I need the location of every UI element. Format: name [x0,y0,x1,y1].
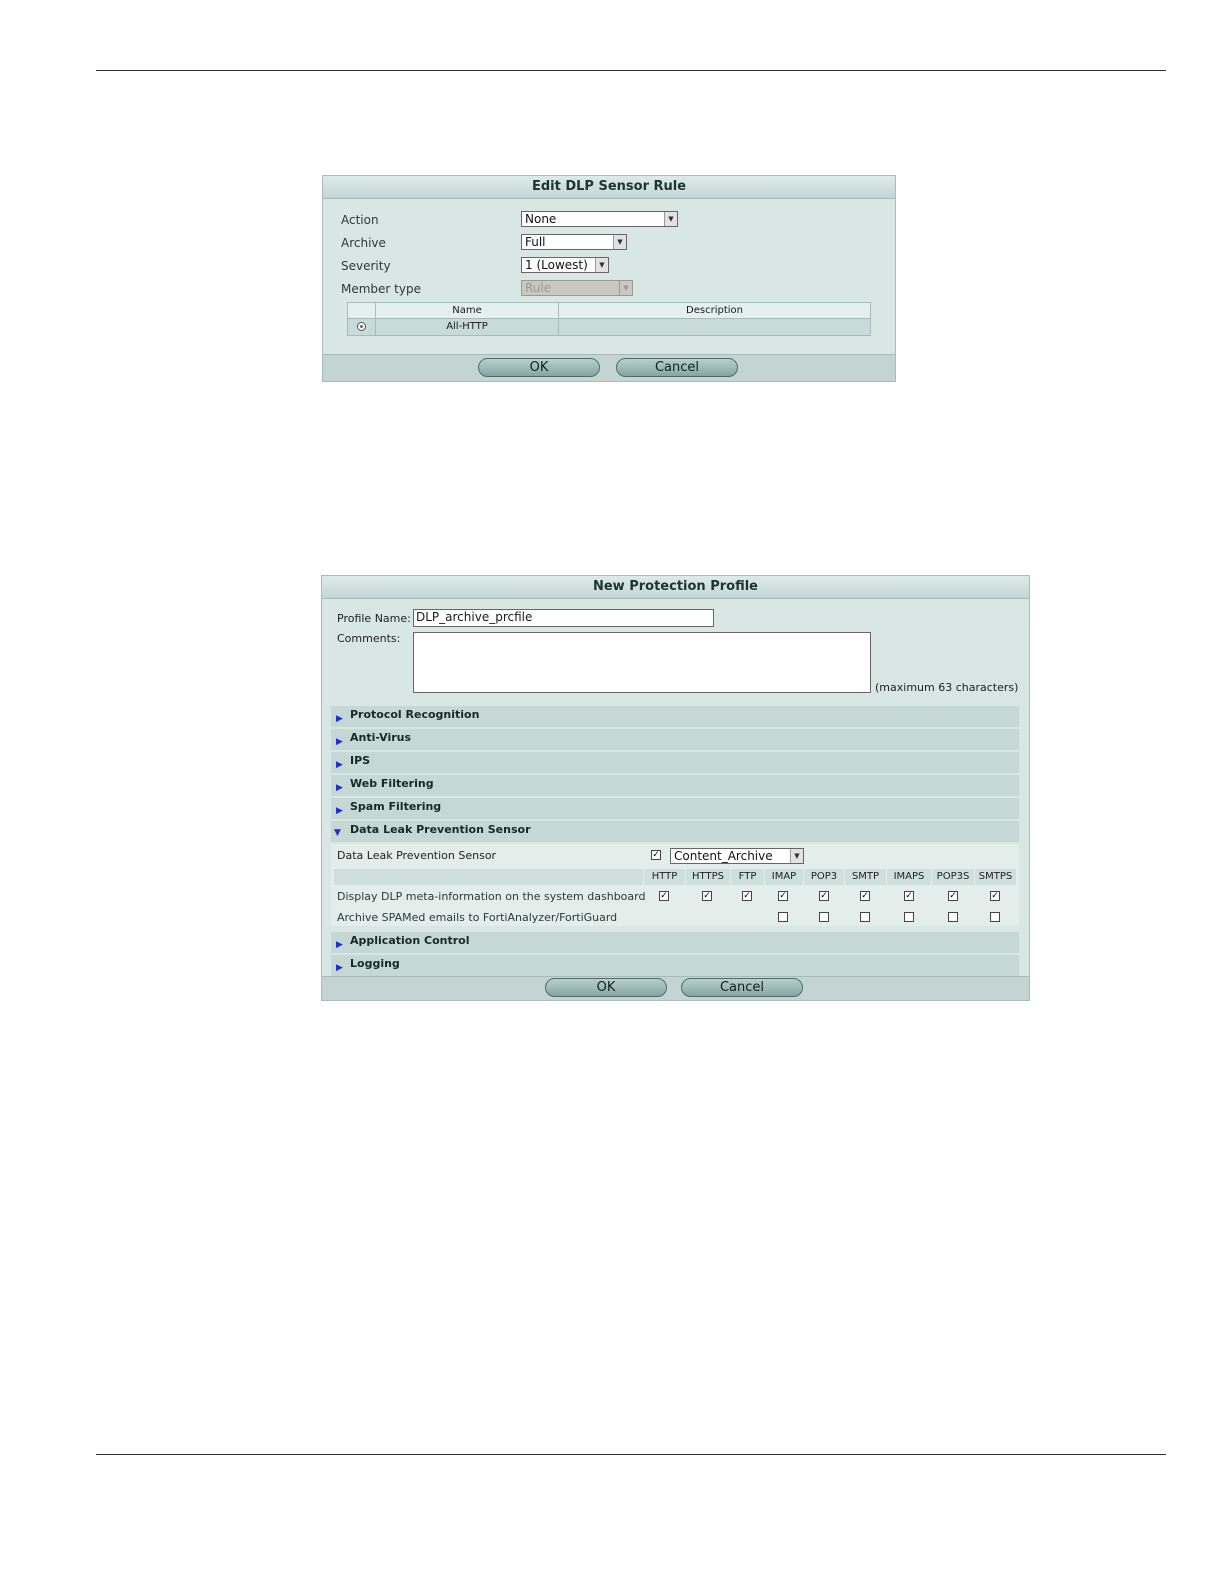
protocol-header-pop3s: POP3S [931,869,974,885]
description-column-header: Description [558,303,870,318]
section-label: Web Filtering [350,777,434,790]
chevron-down-icon: ▼ [790,849,803,863]
expand-arrow-icon: ▶ [336,963,343,973]
expand-arrow-icon: ▶ [336,940,343,950]
section-ips[interactable] [331,752,1019,773]
cancel-button[interactable]: Cancel [616,358,738,377]
expand-arrow-icon: ▶ [336,737,343,747]
archive-select-value: Full [525,235,546,249]
protocol-header-row [331,869,1019,885]
section-label: Anti-Virus [350,731,412,744]
name-column-header: Name [375,303,558,318]
severity-select-value: 1 (Lowest) [525,258,588,272]
protocol-header-https: HTTPS [685,869,730,885]
section-application-control[interactable] [331,932,1019,953]
display-ftp-checkbox[interactable]: ✓ [743,891,751,901]
protocol-header-pop3: POP3 [803,869,844,885]
chevron-down-icon: ▼ [619,281,632,295]
chevron-down-icon: ▼ [595,258,608,272]
section-data-leak-prevention-sensor[interactable] [331,821,1019,842]
archive-spam-label: Archive SPAMed emails to FortiAnalyzer/FortiGuard [337,911,618,924]
section-label: Spam Filtering [350,800,442,813]
display-imaps-checkbox[interactable]: ✓ [905,891,913,901]
row-description [558,319,870,335]
severity-label: Severity [341,259,391,273]
section-spam-filtering[interactable] [331,798,1019,819]
table-row[interactable] [347,319,871,336]
row-radio[interactable] [357,322,366,331]
action-select[interactable] [521,211,678,227]
section-label: Data Leak Prevention Sensor [350,823,531,836]
severity-select[interactable] [521,257,609,273]
protocol-header-blank [334,869,643,885]
header-rule [96,70,1166,71]
section-web-filtering[interactable] [331,775,1019,796]
protocol-header-smtp: SMTP [844,869,886,885]
display-smtp-checkbox[interactable]: ✓ [861,891,869,901]
protocol-header-ftp: FTP [730,869,764,885]
section-anti-virus[interactable] [331,729,1019,750]
archive-spam-imap-checkbox[interactable] [778,912,788,922]
row-select-cell [348,319,375,335]
new-protection-profile-dialog [321,575,1030,1001]
dlp-sensor-checkbox[interactable]: ✓ [652,850,660,860]
archive-label: Archive [341,236,386,250]
edit-dlp-sensor-rule-dialog [322,175,896,382]
protocol-header-imaps: IMAPS [886,869,931,885]
display-smtps-checkbox[interactable]: ✓ [991,891,999,901]
member-type-select [521,280,633,296]
max-chars-hint: (maximum 63 characters) [875,681,1019,694]
archive-spam-imaps-checkbox[interactable] [904,912,914,922]
archive-spam-smtp-checkbox[interactable] [860,912,870,922]
dialog-title: New Protection Profile [322,576,1029,599]
display-http-checkbox[interactable]: ✓ [660,891,668,901]
dlp-sensor-label: Data Leak Prevention Sensor [337,849,497,862]
expand-arrow-icon: ▶ [336,714,343,724]
members-table-header [347,302,871,319]
protocol-header-imap: IMAP [764,869,803,885]
dlp-sensor-select-value: Content_Archive [674,849,773,863]
footer-rule [96,1454,1166,1455]
dialog-button-bar [322,976,1029,1000]
comments-label: Comments: [337,632,401,645]
chevron-down-icon: ▼ [613,235,626,249]
archive-select[interactable] [521,234,627,250]
section-label: IPS [350,754,371,767]
dialog-title: Edit DLP Sensor Rule [323,176,895,199]
section-label: Logging [350,957,400,970]
expand-arrow-icon: ▶ [336,806,343,816]
action-label: Action [341,213,379,227]
row-name: All-HTTP [375,319,558,335]
section-logging[interactable] [331,955,1019,976]
protocol-header-smtps: SMTPS [974,869,1016,885]
ok-button[interactable]: OK [545,978,667,997]
expand-arrow-icon: ▶ [336,783,343,793]
display-dlp-meta-label: Display DLP meta-information on the system dashboard [337,890,646,903]
comments-textarea[interactable] [413,632,871,693]
dlp-sensor-select[interactable] [670,848,804,864]
expand-arrow-icon: ▶ [336,760,343,770]
archive-spam-pop3s-checkbox[interactable] [948,912,958,922]
profile-name-label: Profile Name: [337,612,411,625]
section-protocol-recognition[interactable] [331,706,1019,727]
member-type-select-value: Rule [525,281,552,295]
ok-button[interactable]: OK [478,358,600,377]
select-column-header [348,303,375,318]
dlp-sensor-panel [331,844,1019,926]
cancel-button[interactable]: Cancel [681,978,803,997]
protocol-header-http: HTTP [643,869,685,885]
archive-spam-pop3-checkbox[interactable] [819,912,829,922]
collapse-arrow-icon: ▼ [334,828,341,838]
archive-spam-smtps-checkbox[interactable] [990,912,1000,922]
member-type-label: Member type [341,282,421,296]
display-https-checkbox[interactable]: ✓ [703,891,711,901]
section-label: Application Control [350,934,470,947]
display-pop3s-checkbox[interactable]: ✓ [949,891,957,901]
dialog-button-bar [323,354,895,381]
profile-name-input[interactable]: DLP_archive_prcfile [413,609,714,627]
display-imap-checkbox[interactable]: ✓ [779,891,787,901]
section-label: Protocol Recognition [350,708,480,721]
chevron-down-icon: ▼ [664,212,677,226]
display-pop3-checkbox[interactable]: ✓ [820,891,828,901]
action-select-value: None [525,212,557,226]
